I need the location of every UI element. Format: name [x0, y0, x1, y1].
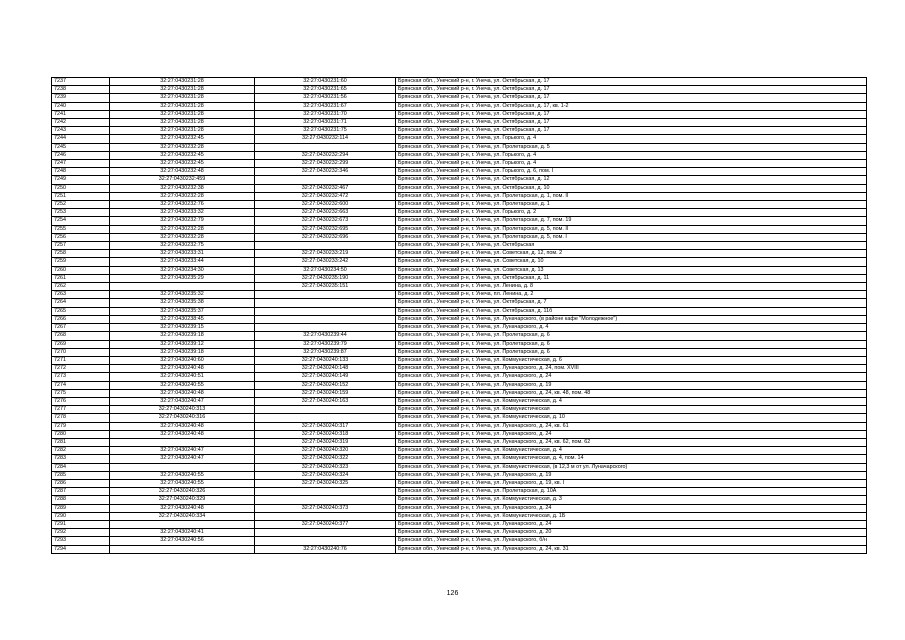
- parcel-number-cell: 32:27:0430233:32: [110, 209, 255, 217]
- address-cell: Брянская обл., Унечский р-н, г. Унеча, ул. Луначарского, д. 24, пом. XVIII: [396, 365, 867, 373]
- address-cell: Брянская обл., Унечский р-н, г. Унеча, ул. Советская, д. 10: [396, 258, 867, 266]
- parcel-number-cell: 32:27:0430239:15: [110, 324, 255, 332]
- row-number-cell: 7254: [52, 217, 110, 225]
- table-row: [52, 86, 867, 94]
- object-number-cell: 32:27:0430231:56: [255, 94, 396, 102]
- parcel-number-cell: 32:27:0430238:45: [110, 315, 255, 323]
- table-row: [52, 110, 867, 118]
- row-number-cell: 7280: [52, 430, 110, 438]
- parcel-number-cell: 32:27:0430231:28: [110, 86, 255, 94]
- row-number-cell: 7288: [52, 496, 110, 504]
- address-cell: Брянская обл., Унечский р-н, г. Унеча, ул. Октябрьская, д. 7: [396, 299, 867, 307]
- table-row: [52, 184, 867, 192]
- address-cell: Брянская обл., Унечский р-н, г. Унеча, ул. Коммунистическая: [396, 406, 867, 414]
- parcel-number-cell: 32:27:0430232:45: [110, 135, 255, 143]
- object-number-cell: [255, 512, 396, 520]
- row-number-cell: 7279: [52, 422, 110, 430]
- table-row: [52, 102, 867, 110]
- address-cell: Брянская обл., Унечский р-н, г. Унеча, ул. Горького, д. 2: [396, 209, 867, 217]
- table-row: [52, 463, 867, 471]
- row-number-cell: 7243: [52, 127, 110, 135]
- table-row: [52, 504, 867, 512]
- table-row: [52, 315, 867, 323]
- address-cell: Брянская обл., Унечский р-н, г. Унеча, ул. Луначарского, д. 24, кв. 61: [396, 422, 867, 430]
- table-row: [52, 168, 867, 176]
- table-row: [52, 160, 867, 168]
- row-number-cell: 7293: [52, 537, 110, 545]
- row-number-cell: 7255: [52, 225, 110, 233]
- row-number-cell: 7287: [52, 488, 110, 496]
- address-cell: Брянская обл., Унечский р-н, г. Унеча, ул. Пролетарская, д. 6: [396, 348, 867, 356]
- table-row: [52, 332, 867, 340]
- object-number-cell: 32:27:0430231:75: [255, 127, 396, 135]
- object-number-cell: 32:27:0430239:79: [255, 340, 396, 348]
- table-row: [52, 422, 867, 430]
- object-number-cell: 32:27:0430232:663: [255, 209, 396, 217]
- address-cell: Брянская обл., Унечский р-н, г. Унеча, ул. Октябрьская, д. 17: [396, 127, 867, 135]
- parcel-number-cell: 32:27:0430240:47: [110, 397, 255, 405]
- object-number-cell: 32:27:0430240:318: [255, 430, 396, 438]
- row-number-cell: 7241: [52, 110, 110, 118]
- address-cell: Брянская обл., Унечский р-н, г. Унеча, ул. Пролетарская, д. 5, пом. II: [396, 225, 867, 233]
- address-cell: Брянская обл., Унечский р-н, г. Унеча, ул. Октябрьская, д. 10: [396, 184, 867, 192]
- row-number-cell: 7273: [52, 373, 110, 381]
- object-number-cell: 32:27:0430232:600: [255, 201, 396, 209]
- object-number-cell: 32:27:0430240:148: [255, 365, 396, 373]
- address-cell: Брянская обл., Унечский р-н, г. Унеча, ул. Горького, д. 4: [396, 151, 867, 159]
- table-row: [52, 233, 867, 241]
- row-number-cell: 7237: [52, 78, 110, 86]
- object-number-cell: [255, 529, 396, 537]
- object-number-cell: 32:27:0430239:87: [255, 348, 396, 356]
- row-number-cell: 7284: [52, 463, 110, 471]
- parcel-number-cell: 32:27:0430232:28: [110, 225, 255, 233]
- object-number-cell: 32:27:0430231:65: [255, 86, 396, 94]
- table-row: [52, 274, 867, 282]
- row-number-cell: 7289: [52, 504, 110, 512]
- table-row: [52, 414, 867, 422]
- parcel-number-cell: 32:27:0430235:29: [110, 274, 255, 282]
- table-row: [52, 520, 867, 528]
- table-row: [52, 479, 867, 487]
- address-cell: Брянская обл., Унечский р-н, г. Унеча, ул. Горького, д. 4: [396, 135, 867, 143]
- parcel-number-cell: 32:27:0430235:32: [110, 291, 255, 299]
- table-row: [52, 373, 867, 381]
- address-cell: Брянская обл., Унечский р-н, г. Унеча, ул. Октябрьская, д. 17: [396, 78, 867, 86]
- table-row: [52, 258, 867, 266]
- address-cell: Брянская обл., Унечский р-н, г. Унеча, ул. Октябрьская, д. 17: [396, 119, 867, 127]
- table-row: [52, 225, 867, 233]
- object-number-cell: 32:27:0430240:76: [255, 545, 396, 553]
- row-number-cell: 7283: [52, 455, 110, 463]
- table-row: [52, 488, 867, 496]
- row-number-cell: 7258: [52, 250, 110, 258]
- row-number-cell: 7250: [52, 184, 110, 192]
- object-number-cell: 32:27:0430231:70: [255, 110, 396, 118]
- address-cell: Брянская обл., Унечский р-н, г. Унеча, ул. Пролетарская, д. 7, пом. 19: [396, 217, 867, 225]
- row-number-cell: 7276: [52, 397, 110, 405]
- row-number-cell: 7244: [52, 135, 110, 143]
- table-row: [52, 397, 867, 405]
- parcel-number-cell: 32:27:0430240:48: [110, 422, 255, 430]
- object-number-cell: [255, 537, 396, 545]
- address-cell: Брянская обл., Унечский р-н, г. Унеча, ул. Луначарского, д. 24, кв. 48, пом. 48: [396, 389, 867, 397]
- object-number-cell: [255, 176, 396, 184]
- row-number-cell: 7245: [52, 143, 110, 151]
- row-number-cell: 7249: [52, 176, 110, 184]
- object-number-cell: 32:27:0430232:673: [255, 217, 396, 225]
- address-cell: Брянская обл., Унечский р-н, г. Унеча, ул. Советская, д. 12, пом. 2: [396, 250, 867, 258]
- table-row: [52, 176, 867, 184]
- table-row: [52, 537, 867, 545]
- row-number-cell: 7260: [52, 266, 110, 274]
- parcel-number-cell: 32:27:0430235:38: [110, 299, 255, 307]
- row-number-cell: 7263: [52, 291, 110, 299]
- table-row: [52, 545, 867, 553]
- row-number-cell: 7275: [52, 389, 110, 397]
- parcel-number-cell: 32:27:0430231:28: [110, 127, 255, 135]
- address-cell: Брянская обл., Унечский р-н, г. Унеча, ул. Пролетарская, д. 5: [396, 143, 867, 151]
- parcel-number-cell: 32:27:0430232:48: [110, 168, 255, 176]
- address-cell: Брянская обл., Унечский р-н, г. Унеча, ул. Октябрьская, д. 17: [396, 110, 867, 118]
- row-number-cell: 7265: [52, 307, 110, 315]
- address-cell: Брянская обл., Унечский р-н, г. Унеча, ул. Октябрьская, д. 11б: [396, 307, 867, 315]
- object-number-cell: [255, 414, 396, 422]
- table-row: [52, 242, 867, 250]
- table-row: [52, 283, 867, 291]
- parcel-number-cell: 32:27:0430240:55: [110, 381, 255, 389]
- row-number-cell: 7292: [52, 529, 110, 537]
- object-number-cell: 32:27:0430235:190: [255, 274, 396, 282]
- row-number-cell: 7242: [52, 119, 110, 127]
- object-number-cell: 32:27:0430232:467: [255, 184, 396, 192]
- object-number-cell: 32:27:0430234:50: [255, 266, 396, 274]
- address-cell: Брянская обл., Унечский р-н, г. Унеча, ул. Пролетарская, д. 10А: [396, 488, 867, 496]
- parcel-number-cell: 32:27:0430232:76: [110, 201, 255, 209]
- table-row: [52, 512, 867, 520]
- row-number-cell: 7264: [52, 299, 110, 307]
- object-number-cell: 32:27:0430240:323: [255, 463, 396, 471]
- address-cell: Брянская обл., Унечский р-н, г. Унеча, ул. Коммунистическая, д. 3: [396, 496, 867, 504]
- address-cell: Брянская обл., Унечский р-н, г. Унеча, ул. Луначарского, д. 24: [396, 520, 867, 528]
- row-number-cell: 7290: [52, 512, 110, 520]
- row-number-cell: 7246: [52, 151, 110, 159]
- parcel-number-cell: 32:27:0430235:37: [110, 307, 255, 315]
- address-cell: Брянская обл., Унечский р-н, г. Унеча, ул. Октябрьская, д. 12: [396, 176, 867, 184]
- table-row: [52, 151, 867, 159]
- address-cell: Брянская обл., Унечский р-н, г. Унеча, ул. Коммунистическая, д. 4: [396, 397, 867, 405]
- row-number-cell: 7257: [52, 242, 110, 250]
- parcel-number-cell: [110, 463, 255, 471]
- parcel-number-cell: 32:27:0430240:41: [110, 529, 255, 537]
- parcel-number-cell: 32:27:0430232:28: [110, 192, 255, 200]
- object-number-cell: 32:27:0430232:299: [255, 160, 396, 168]
- row-number-cell: 7262: [52, 283, 110, 291]
- parcel-number-cell: 32:27:0430232:75: [110, 242, 255, 250]
- parcel-number-cell: [110, 283, 255, 291]
- table-row: [52, 78, 867, 86]
- table-row: [52, 119, 867, 127]
- table-row: [52, 127, 867, 135]
- object-number-cell: [255, 307, 396, 315]
- table-row: [52, 430, 867, 438]
- parcel-number-cell: 32:27:0430239:12: [110, 340, 255, 348]
- object-number-cell: 32:27:0430240:163: [255, 397, 396, 405]
- object-number-cell: 32:27:0430232:346: [255, 168, 396, 176]
- address-cell: Брянская обл., Унечский р-н, г. Унеча, ул. Ленина, д. 8: [396, 283, 867, 291]
- table-row: [52, 356, 867, 364]
- address-cell: Брянская обл., Унечский р-н, г. Унеча, ул. Луначарского, д. 24, кв. 31: [396, 545, 867, 553]
- table-row: [52, 307, 867, 315]
- parcel-number-cell: 32:27:0430240:60: [110, 356, 255, 364]
- table-row: [52, 406, 867, 414]
- object-number-cell: 32:27:0430240:325: [255, 479, 396, 487]
- table-row: [52, 471, 867, 479]
- row-number-cell: 7261: [52, 274, 110, 282]
- row-number-cell: 7274: [52, 381, 110, 389]
- object-number-cell: [255, 291, 396, 299]
- row-number-cell: 7267: [52, 324, 110, 332]
- object-number-cell: 32:27:0430233:242: [255, 258, 396, 266]
- parcel-number-cell: 32:27:0430240:326: [110, 488, 255, 496]
- object-number-cell: [255, 488, 396, 496]
- table-row: [52, 135, 867, 143]
- row-number-cell: 7240: [52, 102, 110, 110]
- parcel-number-cell: [110, 545, 255, 553]
- object-number-cell: 32:27:0430233:219: [255, 250, 396, 258]
- parcel-number-cell: 32:27:0430231:28: [110, 119, 255, 127]
- object-number-cell: 32:27:0430240:324: [255, 471, 396, 479]
- table-row: [52, 192, 867, 200]
- address-cell: Брянская обл., Унечский р-н, г. Унеча, ул. Пролетарская, д. 6: [396, 340, 867, 348]
- parcel-number-cell: 32:27:0430231:28: [110, 78, 255, 86]
- parcel-number-cell: 32:27:0430240:48: [110, 365, 255, 373]
- object-number-cell: [255, 324, 396, 332]
- parcel-number-cell: 32:27:0430232:28: [110, 233, 255, 241]
- table-row: [52, 381, 867, 389]
- table-row: [52, 447, 867, 455]
- object-number-cell: 32:27:0430231:60: [255, 78, 396, 86]
- object-number-cell: 32:27:0430232:294: [255, 151, 396, 159]
- parcel-number-cell: 32:27:0430240:48: [110, 504, 255, 512]
- address-cell: Брянская обл., Унечский р-н, г. Унеча, ул. Луначарского, д. 19, кв. I: [396, 479, 867, 487]
- row-number-cell: 7291: [52, 520, 110, 528]
- address-cell: Брянская обл., Унечский р-н, г. Унеча, ул. Луначарского, (в районе кафе "Молодежное"): [396, 315, 867, 323]
- row-number-cell: 7266: [52, 315, 110, 323]
- parcel-number-cell: 32:27:0430233:44: [110, 258, 255, 266]
- address-cell: Брянская обл., Унечский р-н, г. Унеча, ул. Коммунистическая, д. 4: [396, 447, 867, 455]
- parcel-number-cell: 32:27:0430240:329: [110, 496, 255, 504]
- table-body: [52, 78, 867, 554]
- object-number-cell: [255, 242, 396, 250]
- parcel-number-cell: [110, 438, 255, 446]
- address-cell: Брянская обл., Унечский р-н, г. Унеча, ул. Пролетарская, д. 1, пом. II: [396, 192, 867, 200]
- object-number-cell: 32:27:0430235:151: [255, 283, 396, 291]
- address-cell: Брянская обл., Унечский р-н, г. Унеча, ул. Горького, д. 4: [396, 160, 867, 168]
- address-cell: Брянская обл., Унечский р-н, г. Унеча, ул. Пролетарская, д. 5, пом. I: [396, 233, 867, 241]
- table-row: [52, 324, 867, 332]
- object-number-cell: [255, 496, 396, 504]
- parcel-number-cell: 32:27:0430240:48: [110, 389, 255, 397]
- row-number-cell: 7239: [52, 94, 110, 102]
- table-row: [52, 291, 867, 299]
- address-cell: Брянская обл., Унечский р-н, г. Унеча, ул. Луначарского, д. 24: [396, 504, 867, 512]
- address-cell: Брянская обл., Унечский р-н, г. Унеча, ул. Октябрьская, д. 17: [396, 86, 867, 94]
- address-cell: Брянская обл., Унечский р-н, г. Унеча, ул. Луначарского, д. 24, кв. 62, пом. 62: [396, 438, 867, 446]
- table-row: [52, 201, 867, 209]
- object-number-cell: 32:27:0430232:114: [255, 135, 396, 143]
- parcel-number-cell: 32:27:0430240:47: [110, 447, 255, 455]
- page-number: 126: [446, 590, 459, 597]
- address-cell: Брянская обл., Унечский р-н, г. Унеча, ул. Октябрьская, д. 17, кв. 1-2: [396, 102, 867, 110]
- parcel-number-cell: 32:27:0430233:31: [110, 250, 255, 258]
- table-row: [52, 250, 867, 258]
- object-number-cell: [255, 315, 396, 323]
- parcel-number-cell: 32:27:0430240:55: [110, 471, 255, 479]
- table-row: [52, 529, 867, 537]
- table-row: [52, 389, 867, 397]
- object-number-cell: 32:27:0430240:320: [255, 447, 396, 455]
- address-cell: Брянская обл., Унечский р-н, г. Унеча, ул. Луначарского, д. 20: [396, 529, 867, 537]
- table-row: [52, 348, 867, 356]
- table-row: [52, 455, 867, 463]
- address-cell: Брянская обл., Унечский р-н, г. Унеча, ул. Коммунистическая, д. 10: [396, 414, 867, 422]
- row-number-cell: 7286: [52, 479, 110, 487]
- parcel-number-cell: 32:27:0430239:18: [110, 348, 255, 356]
- row-number-cell: 7247: [52, 160, 110, 168]
- object-number-cell: 32:27:0430232:695: [255, 225, 396, 233]
- parcel-number-cell: 32:27:0430232:28: [110, 143, 255, 151]
- row-number-cell: 7251: [52, 192, 110, 200]
- address-cell: Брянская обл., Унечский р-н, г. Унеча, ул. Луначарского, д. 19: [396, 381, 867, 389]
- parcel-number-cell: 32:27:0430231:28: [110, 102, 255, 110]
- table-row: [52, 365, 867, 373]
- object-number-cell: 32:27:0430239:44: [255, 332, 396, 340]
- object-number-cell: 32:27:0430240:317: [255, 422, 396, 430]
- parcel-number-cell: 32:27:0430240:47: [110, 455, 255, 463]
- address-cell: Брянская обл., Унечский р-н, г. Унеча, ул. Октябрьская, д. 17: [396, 94, 867, 102]
- object-number-cell: 32:27:0430231:67: [255, 102, 396, 110]
- row-number-cell: 7268: [52, 332, 110, 340]
- row-number-cell: 7252: [52, 201, 110, 209]
- parcel-number-cell: 32:27:0430240:313: [110, 406, 255, 414]
- object-number-cell: [255, 299, 396, 307]
- parcel-number-cell: 32:27:0430232:459: [110, 176, 255, 184]
- row-number-cell: 7272: [52, 365, 110, 373]
- object-number-cell: 32:27:0430240:152: [255, 381, 396, 389]
- table-row: [52, 266, 867, 274]
- row-number-cell: 7282: [52, 447, 110, 455]
- row-number-cell: 7278: [52, 414, 110, 422]
- object-number-cell: 32:27:0430232:472: [255, 192, 396, 200]
- table-row: [52, 340, 867, 348]
- parcel-number-cell: 32:27:0430234:30: [110, 266, 255, 274]
- address-cell: Брянская обл., Унечский р-н, г. Унеча, ул. Коммунистическая, (в 12,3 м от ул. Луначарского): [396, 463, 867, 471]
- address-cell: Брянская обл., Унечский р-н, г. Унеча, ул. Пролетарская, д. 1: [396, 201, 867, 209]
- address-cell: Брянская обл., Унечский р-н, г. Унеча, пл. Ленина, д. 2: [396, 291, 867, 299]
- parcel-number-cell: 32:27:0430240:334: [110, 512, 255, 520]
- row-number-cell: 7271: [52, 356, 110, 364]
- parcel-number-cell: 32:27:0430240:55: [110, 479, 255, 487]
- table-row: [52, 217, 867, 225]
- address-cell: Брянская обл., Унечский р-н, г. Унеча, ул. Коммунистическая, д. 4, пом. 14: [396, 455, 867, 463]
- object-number-cell: 32:27:0430232:696: [255, 233, 396, 241]
- address-cell: Брянская обл., Унечский р-н, г. Унеча, ул. Советская, д. 13: [396, 266, 867, 274]
- object-number-cell: 32:27:0430240:319: [255, 438, 396, 446]
- parcel-number-cell: [110, 520, 255, 528]
- address-cell: Брянская обл., Унечский р-н, г. Унеча, ул. Горького, д. 6, пом. I: [396, 168, 867, 176]
- object-number-cell: 32:27:0430240:322: [255, 455, 396, 463]
- address-cell: Брянская обл., Унечский р-н, г. Унеча, ул. Октябрьская: [396, 242, 867, 250]
- parcel-number-cell: 32:27:0430232:38: [110, 184, 255, 192]
- object-number-cell: 32:27:0430240:133: [255, 356, 396, 364]
- row-number-cell: 7277: [52, 406, 110, 414]
- parcel-number-cell: 32:27:0430231:28: [110, 94, 255, 102]
- row-number-cell: 7269: [52, 340, 110, 348]
- address-cell: Брянская обл., Унечский р-н, г. Унеча, ул. Луначарского, д. 19: [396, 471, 867, 479]
- parcel-number-cell: 32:27:0430240:316: [110, 414, 255, 422]
- row-number-cell: 7253: [52, 209, 110, 217]
- address-cell: Брянская обл., Унечский р-н, г. Унеча, ул. Луначарского, д. 4: [396, 324, 867, 332]
- row-number-cell: 7248: [52, 168, 110, 176]
- parcel-number-cell: 32:27:0430232:45: [110, 160, 255, 168]
- object-number-cell: [255, 406, 396, 414]
- row-number-cell: 7281: [52, 438, 110, 446]
- row-number-cell: 7285: [52, 471, 110, 479]
- table-row: [52, 438, 867, 446]
- parcel-number-cell: 32:27:0430240:51: [110, 373, 255, 381]
- object-number-cell: 32:27:0430231:71: [255, 119, 396, 127]
- object-number-cell: [255, 143, 396, 151]
- address-cell: Брянская обл., Унечский р-н, г. Унеча, ул. Луначарского, д. 24: [396, 430, 867, 438]
- table-row: [52, 299, 867, 307]
- parcel-number-cell: 32:27:0430232:79: [110, 217, 255, 225]
- address-cell: Брянская обл., Унечский р-н, г. Унеча, ул. Луначарского, д. 24: [396, 373, 867, 381]
- row-number-cell: 7270: [52, 348, 110, 356]
- address-cell: Брянская обл., Унечский р-н, г. Унеча, ул. Октябрьская, д. 11: [396, 274, 867, 282]
- object-number-cell: 32:27:0430240:149: [255, 373, 396, 381]
- cadastral-register-table: [51, 77, 867, 554]
- object-number-cell: 32:27:0430240:373: [255, 504, 396, 512]
- object-number-cell: 32:27:0430240:159: [255, 389, 396, 397]
- parcel-number-cell: 32:27:0430240:48: [110, 430, 255, 438]
- table-row: [52, 143, 867, 151]
- object-number-cell: 32:27:0430240:377: [255, 520, 396, 528]
- address-cell: Брянская обл., Унечский р-н, г. Унеча, ул. Пролетарская, д. 6: [396, 332, 867, 340]
- address-cell: Брянская обл., Унечский р-н, г. Унеча, ул. Коммунистическая, д. 6: [396, 356, 867, 364]
- parcel-number-cell: 32:27:0430231:28: [110, 110, 255, 118]
- row-number-cell: 7294: [52, 545, 110, 553]
- table-row: [52, 209, 867, 217]
- address-cell: Брянская обл., Унечский р-н, г. Унеча, ул. Коммунистическая, д. 1Б: [396, 512, 867, 520]
- parcel-number-cell: 32:27:0430239:18: [110, 332, 255, 340]
- row-number-cell: 7259: [52, 258, 110, 266]
- parcel-number-cell: 32:27:0430232:45: [110, 151, 255, 159]
- row-number-cell: 7238: [52, 86, 110, 94]
- table-row: [52, 94, 867, 102]
- address-cell: Брянская обл., Унечский р-н, г. Унеча, ул. Луначарского, б/н: [396, 537, 867, 545]
- row-number-cell: 7256: [52, 233, 110, 241]
- table-row: [52, 496, 867, 504]
- parcel-number-cell: 32:27:0430240:56: [110, 537, 255, 545]
